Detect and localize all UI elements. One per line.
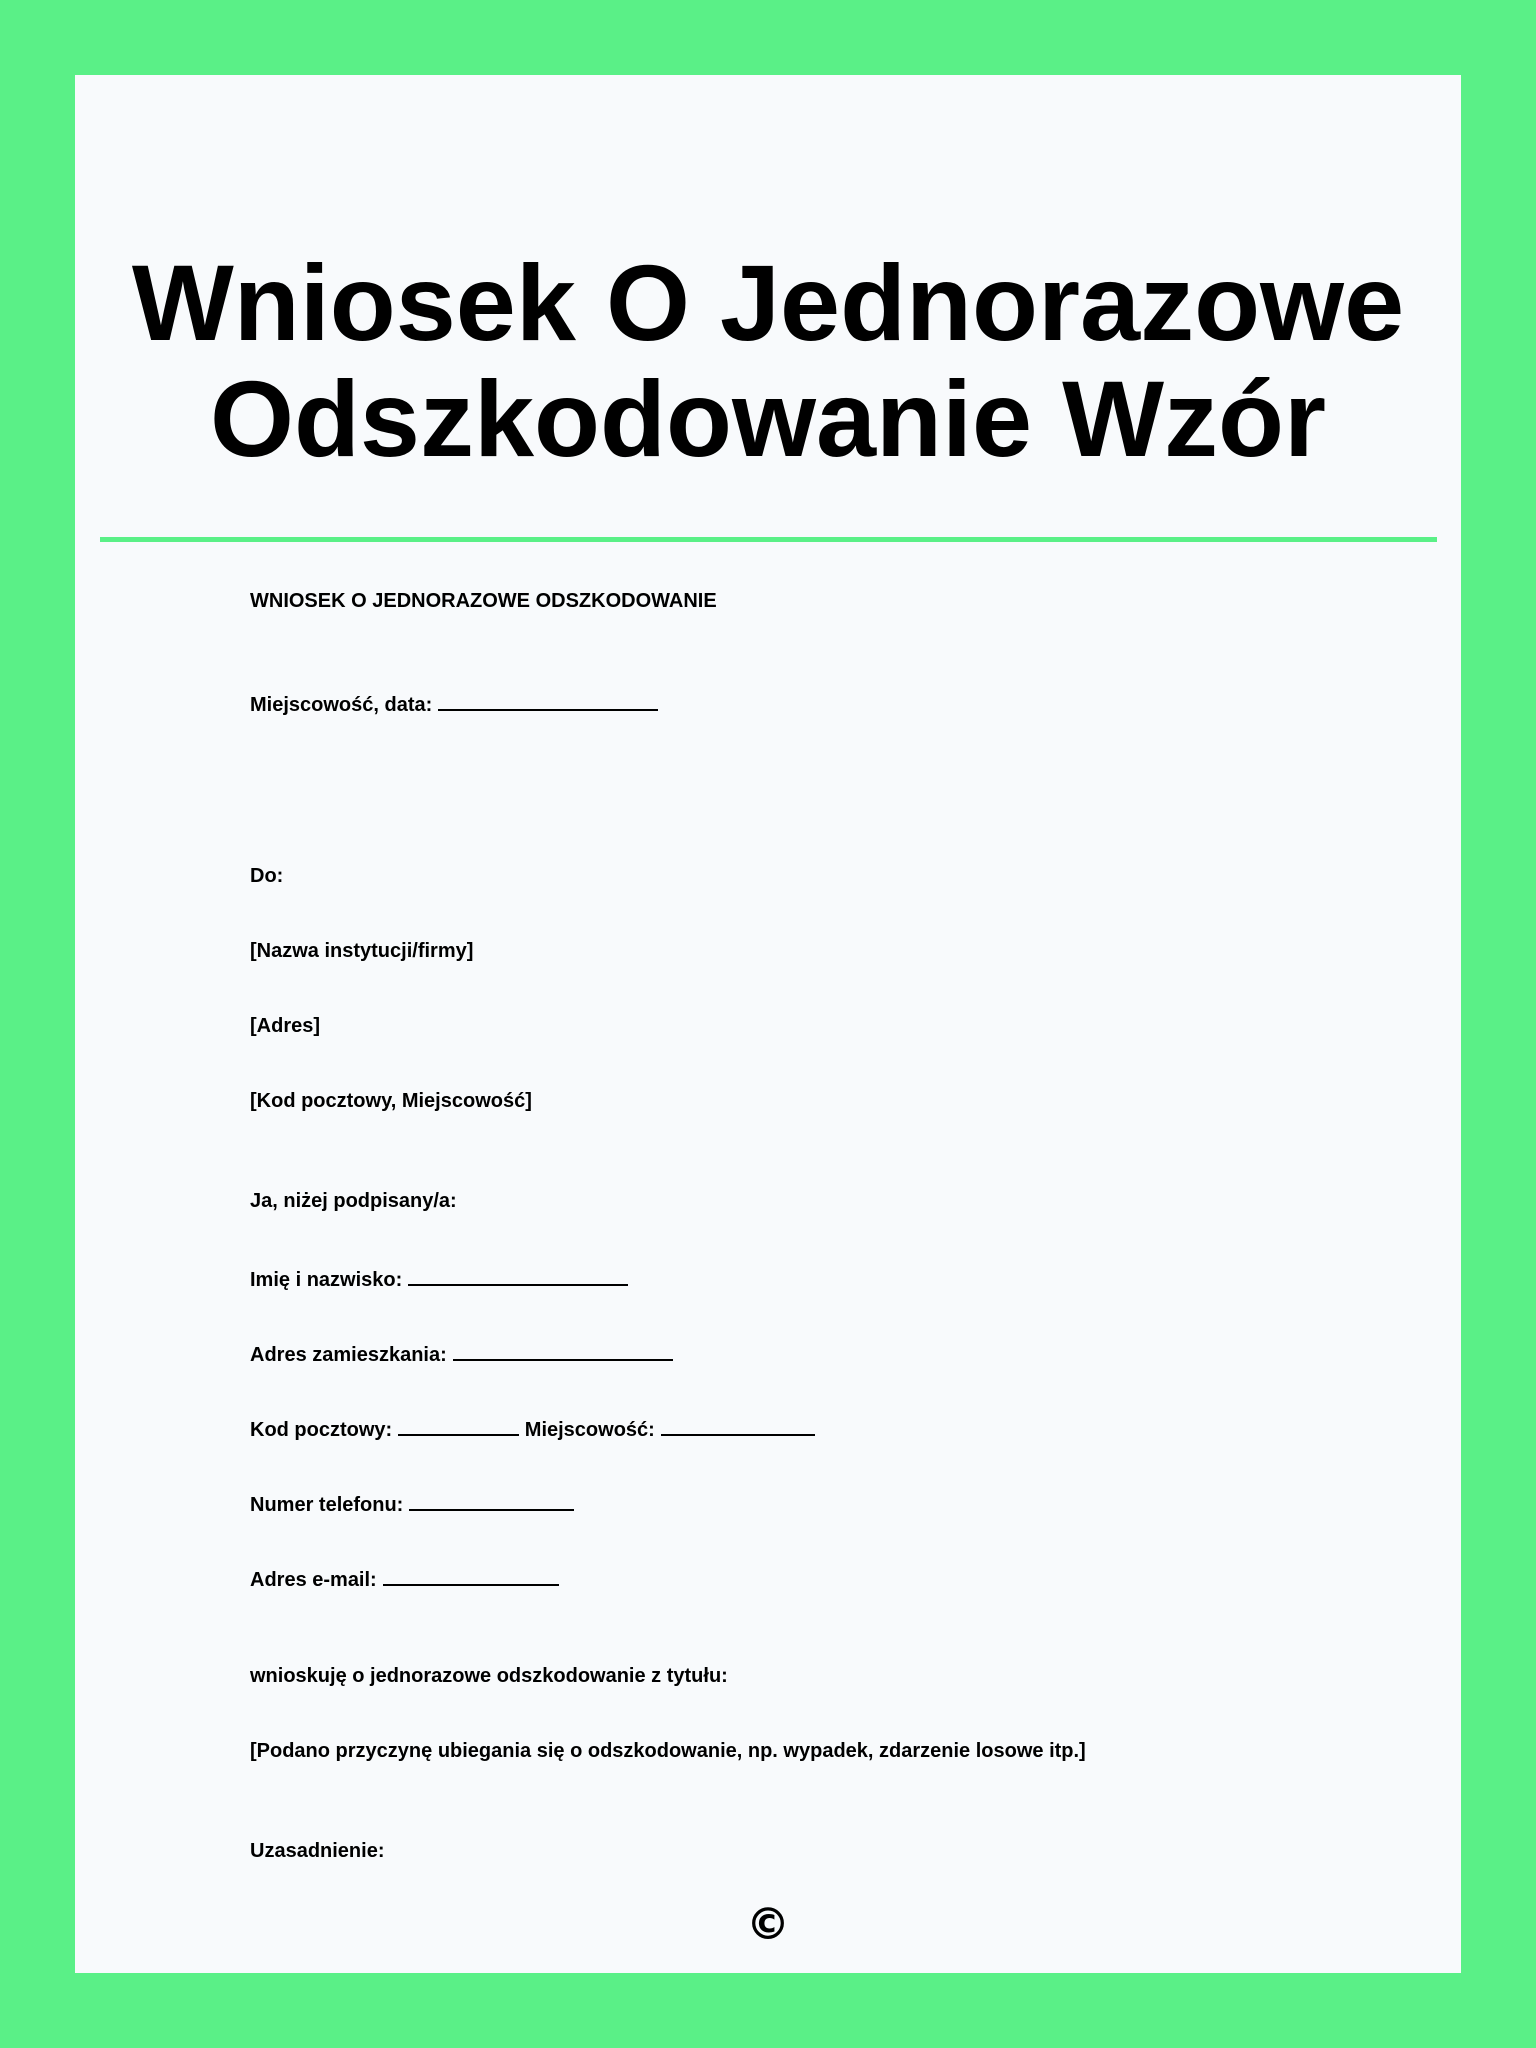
address-placeholder: [Adres] (250, 1015, 321, 1037)
title-divider (100, 537, 1437, 542)
reason-placeholder: [Podano przyczynę ubiegania się o odszkodowanie, np. wypadek, zdarzenie losowe itp.] (250, 1740, 1086, 1762)
request-text: wnioskuję o jednorazowe odszkodowanie z tytułu: (250, 1665, 728, 1687)
postal-city-row (250, 1089, 532, 1113)
form-heading (250, 589, 717, 613)
request-row (250, 1664, 728, 1688)
email-label: Adres e-mail: (250, 1569, 377, 1591)
place-date-row (250, 689, 658, 717)
reason-row (250, 1739, 1086, 1763)
postal-code-city-row (250, 1414, 815, 1442)
city-label: Miejscowość: (524, 1419, 655, 1441)
recipient-label (250, 864, 283, 888)
justification-label: Uzasadnienie: (250, 1840, 385, 1862)
document-page (75, 75, 1461, 1973)
undersigned-label: Ja, niżej podpisany/a: (250, 1190, 457, 1212)
justification-row (250, 1839, 384, 1863)
residence-label: Adres zamieszkania: (250, 1344, 447, 1366)
phone-row (250, 1489, 574, 1517)
residence-field[interactable] (453, 1339, 673, 1361)
copyright-icon: © (746, 1899, 790, 1950)
place-date-label: Miejscowość, data: (250, 694, 433, 716)
undersigned-row (250, 1189, 457, 1213)
page-title-line-1: Wniosek O Jednorazowe (131, 242, 1405, 363)
city-field[interactable] (661, 1414, 815, 1436)
email-field[interactable] (383, 1564, 559, 1586)
page-title-line-2: Odszkodowanie Wzór (209, 358, 1327, 479)
place-date-field[interactable] (438, 689, 658, 711)
to-label: Do: (250, 865, 284, 887)
address-row (250, 1014, 320, 1038)
postal-code-field[interactable] (398, 1414, 519, 1436)
institution-placeholder: [Nazwa instytucji/firmy] (250, 940, 474, 962)
name-row (250, 1264, 628, 1292)
institution-row (250, 939, 473, 963)
form-heading-text: WNIOSEK O JEDNORAZOWE ODSZKODOWANIE (250, 590, 717, 612)
name-label: Imię i nazwisko: (250, 1269, 403, 1291)
postal-code-label: Kod pocztowy: (250, 1419, 393, 1441)
phone-label: Numer telefonu: (250, 1494, 404, 1516)
name-field[interactable] (408, 1264, 628, 1286)
phone-field[interactable] (409, 1489, 574, 1511)
residence-row (250, 1339, 673, 1367)
email-row (250, 1564, 559, 1592)
postal-city-placeholder: [Kod pocztowy, Miejscowość] (250, 1090, 532, 1112)
page-title (75, 242, 1461, 479)
